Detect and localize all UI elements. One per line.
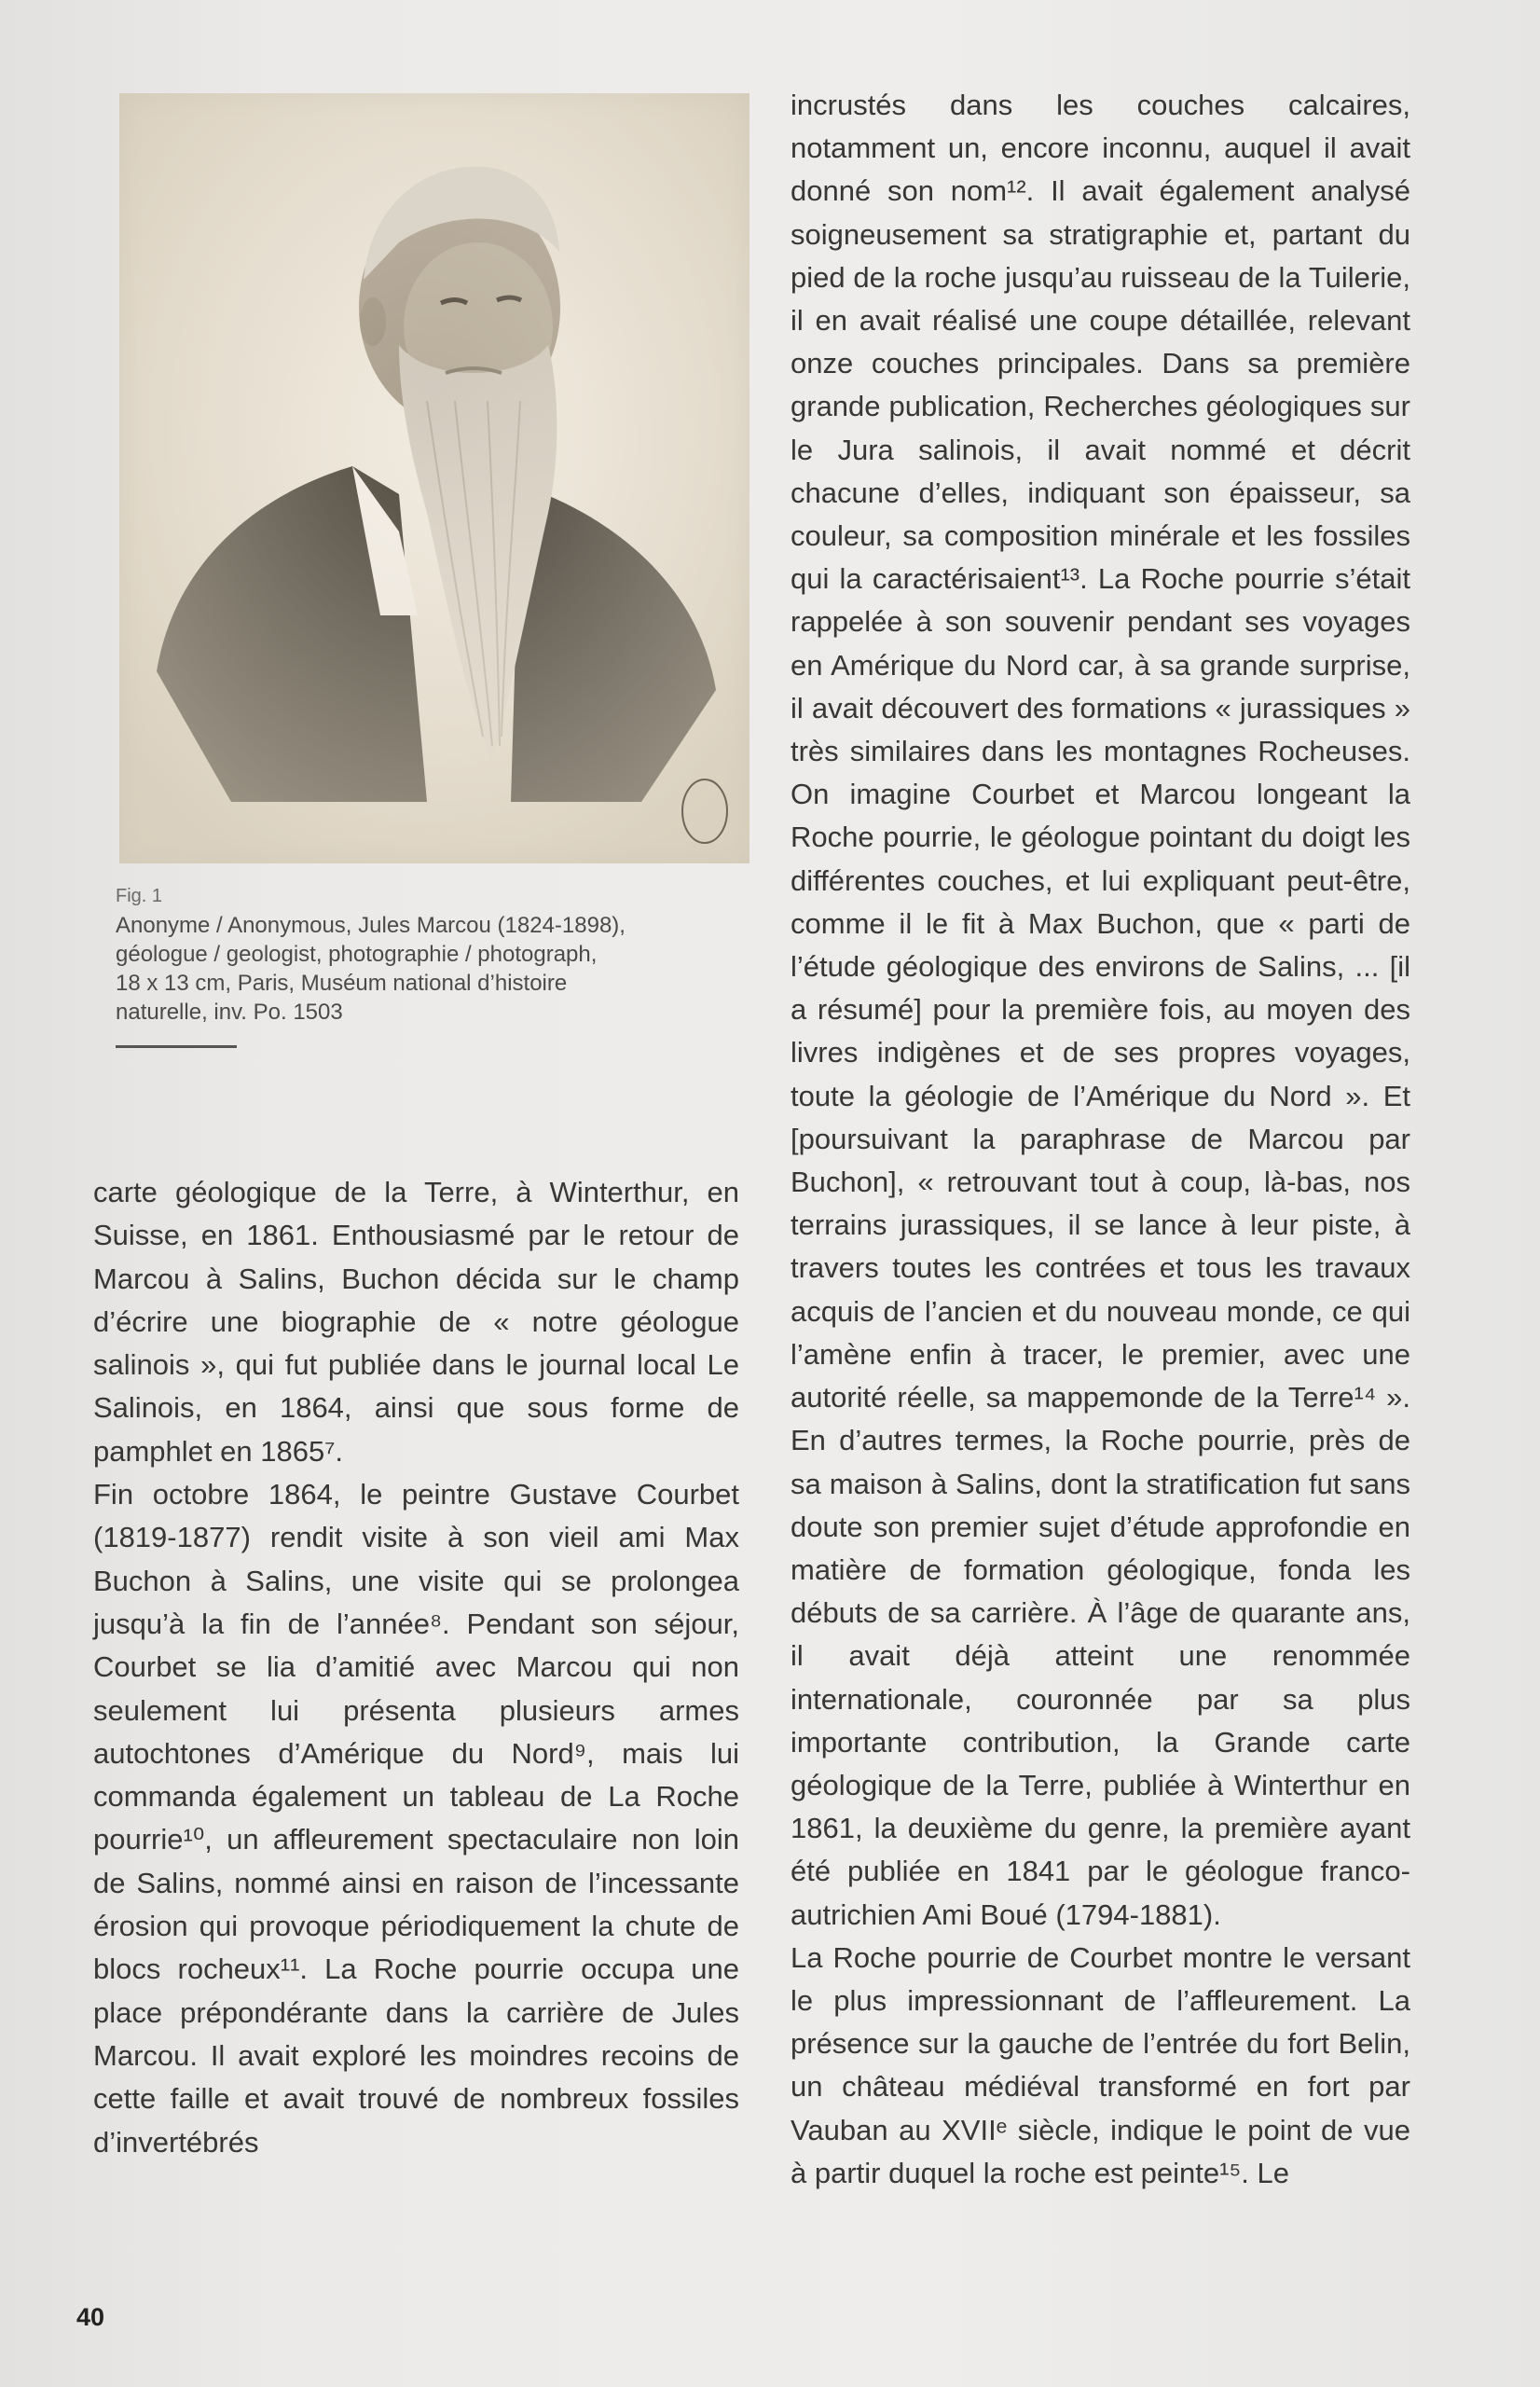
paragraph: carte géologique de la Terre, à Winterthur, en Suisse, en 1861. Enthousiasmé par le retour de Marcou à Salins, Buchon décida sur le champ d’écrire une biographie de « notre géologue salinois », qui fut publiée dans le journal local Le Salinois, en 1864, ainsi que sous forme de pamphlet en 1865⁷. xyxy=(93,1176,739,1468)
portrait-photograph xyxy=(119,93,749,863)
right-text-column xyxy=(791,84,1410,2195)
left-text-column xyxy=(93,1171,739,2164)
figure-label: Fig. 1 xyxy=(116,886,163,906)
caption-rule xyxy=(116,1045,237,1048)
page-number: 40 xyxy=(76,2303,105,2331)
caption-line: Anonyme / Anonymous, Jules Marcou (1824-1898), xyxy=(116,913,626,938)
figure-caption xyxy=(116,886,722,1048)
caption-line: géologue / geologist, photographie / photograph, xyxy=(116,942,598,967)
portrait-image xyxy=(119,93,749,863)
paragraph: La Roche pourrie de Courbet montre le versant le plus impressionnant de l’affleurement. La présence sur la gauche de l’entrée du fort Belin, un château médiéval transformé en fort par Vauban au XVIIᵉ siècle, indique le point de vue à partir duquel la roche est peinte¹⁵. Le xyxy=(791,1940,1410,2189)
caption-line: naturelle, inv. Po. 1503 xyxy=(116,1000,343,1025)
paragraph: incrustés dans les couches calcaires, notamment un, encore inconnu, auquel il avait donné son nom¹². Il avait également analysé soigneusement sa stratigraphie et, partant du pied de la roche jusqu’au ruisseau de la Tuilerie, il en avait réalisé une coupe détaillée, relevant onze couches principales. Dans sa première grande publication, Recherches géologiques sur le Jura salinois, il avait nommé et décrit chacune d’elles, indiquant son épaisseur, sa couleur, sa composition minérale et les fossiles qui la caractérisaient¹³. La Roche pourrie s’était rappelée à son souvenir pendant ses voyages en Amérique du Nord car, à sa grande surprise, il avait découvert des formations « jurassiques » très similaires dans les montagnes Rocheuses. On imagine Courbet et Marcou longeant la Roche pourrie, le géologue pointant du doigt les différentes couches, et lui expliquant peut-être, comme il le fit à Max Buchon, que « parti de l’étude géologique des environs de Salins, ... [il a résumé] pour la première fois, au moyen des livres indigènes et de ses propres voyages, toute la géologie de l’Amérique du Nord ». Et [poursuivant la paraphrase de Marcou par Buchon], « retrouvant tout à coup, là-bas, nos terrains jurassiques, il se lance à leur piste, à travers toutes les contrées et tous les travaux acquis de l’ancien et du nouveau monde, ce qui l’amène enfin à tracer, le premier, avec une autorité réelle, sa mappemonde de la Terre¹⁴ ». En d’autres termes, la Roche pourrie, près de sa maison à Salins, dont la stratification fut sans doute son premier sujet d’étude approfondie en matière de formation géologique, fonda les débuts de sa carrière. À l’âge de quarante ans, il avait déjà atteint une renommée internationale, couronnée par sa plus importante contribution, la Grande carte géologique de la Terre, publiée à Winterthur en 1861, la deuxième du genre, la première ayant été publiée en 1841 par le géologue franco-autrichien Ami Boué (1794-1881). xyxy=(791,89,1410,1931)
paragraph: Fin octobre 1864, le peintre Gustave Courbet (1819-1877) rendit visite à son vieil ami Max Buchon à Salins, une visite qui se prolongea jusqu’à la fin de l’année⁸. Pendant son séjour, Courbet se lia d’amitié avec Marcou qui non seulement lui présenta plusieurs armes autochtones d’Amérique du Nord⁹, mais lui commanda également un tableau de La Roche pourrie¹⁰, un affleurement spectaculaire non loin de Salins, nommé ainsi en raison de l’incessante érosion qui provoque périodiquement la chute de blocs rocheux¹¹. La Roche pourrie occupa une place prépondérante dans la carrière de Jules Marcou. Il avait exploré les moindres recoins de cette faille et avait trouvé de nombreux fossiles d’invertébrés xyxy=(93,1478,739,2159)
caption-line: 18 x 13 cm, Paris, Muséum national d’histoire xyxy=(116,971,568,996)
